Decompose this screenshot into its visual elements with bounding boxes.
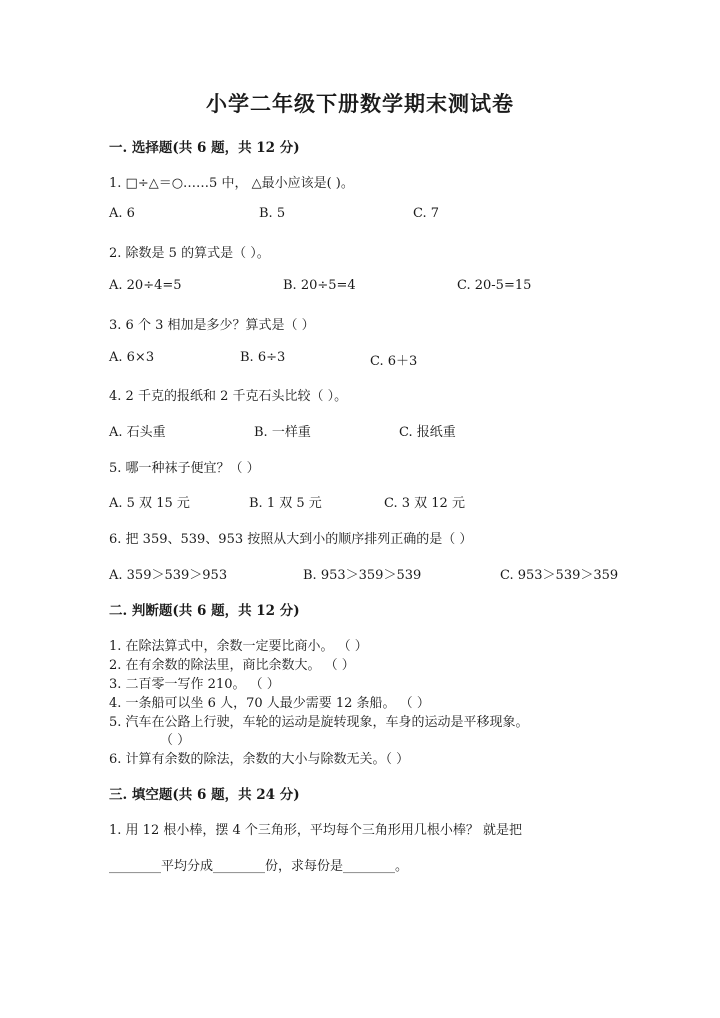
- option-b: B. 953＞359＞539: [303, 568, 422, 583]
- question-stem: 6. 把 359、539、953 按照从大到小的顺序排列正确的是（ ）: [109, 532, 473, 547]
- judge-item: 1. 在除法算式中，余数一定要比商小。 （ ）: [109, 639, 368, 654]
- question-stem: 2. 除数是 5 的算式是（ ）。: [109, 246, 270, 261]
- option-b: B. 5: [259, 206, 286, 221]
- option-c: C. 953＞539＞359: [500, 568, 619, 583]
- judge-item: 2. 在有余数的除法里，商比余数大。 （ ）: [109, 658, 355, 673]
- question-stem: 3. 6 个 3 相加是多少？算式是（ ）: [109, 318, 315, 333]
- option-c: C. 3 双 12 元: [384, 496, 465, 511]
- judge-item-bracket: （ ）: [160, 733, 191, 748]
- judge-item: 5. 汽车在公路上行驶，车轮的运动是旋转现象，车身的运动是平移现象。: [109, 715, 529, 730]
- page-title: 小学二年级下册数学期末测试卷: [206, 91, 514, 116]
- section-heading-fill: 三. 填空题(共 6 题，共 24 分): [109, 787, 300, 803]
- option-c: C. 7: [413, 206, 440, 221]
- option-c: C. 20-5=15: [457, 278, 532, 293]
- section-heading-choice: 一. 选择题(共 6 题，共 12 分): [109, 140, 300, 156]
- option-a: A. 359＞539＞953: [109, 568, 228, 583]
- section-heading-judge: 二. 判断题(共 6 题，共 12 分): [109, 603, 300, 619]
- option-a: A. 6×3: [109, 350, 155, 365]
- question-stem: 1. □÷△＝○……5 中， △最小应该是( )。: [109, 176, 354, 191]
- judge-item: 6. 计算有余数的除法，余数的大小与除数无关。（ ）: [109, 752, 410, 767]
- option-c: C. 6＋3: [370, 354, 418, 369]
- option-b: B. 6÷3: [240, 350, 286, 365]
- judge-item: 4. 一条船可以坐 6 人，70 人最少需要 12 条船。 （ ）: [109, 696, 430, 711]
- option-b: B. 1 双 5 元: [249, 496, 322, 511]
- fill-item: 1. 用 12 根小棒，摆 4 个三角形，平均每个三角形用几根小棒？ 就是把: [109, 823, 523, 838]
- option-a: A. 6: [109, 206, 135, 221]
- option-a: A. 5 双 15 元: [109, 496, 190, 511]
- option-a: A. 石头重: [109, 425, 166, 440]
- judge-item: 3. 二百零一写作 210。 （ ）: [109, 677, 280, 692]
- option-a: A. 20÷4=5: [109, 278, 182, 293]
- option-c: C. 报纸重: [399, 425, 456, 440]
- question-stem: 4. 2 千克的报纸和 2 千克石头比较（ ）。: [109, 389, 348, 404]
- question-stem: 5. 哪一种袜子便宜？（ ）: [109, 461, 260, 476]
- option-b: B. 20÷5=4: [283, 278, 356, 293]
- fill-item: ________平均分成________份，求每份是________。: [109, 859, 409, 874]
- option-b: B. 一样重: [254, 425, 311, 440]
